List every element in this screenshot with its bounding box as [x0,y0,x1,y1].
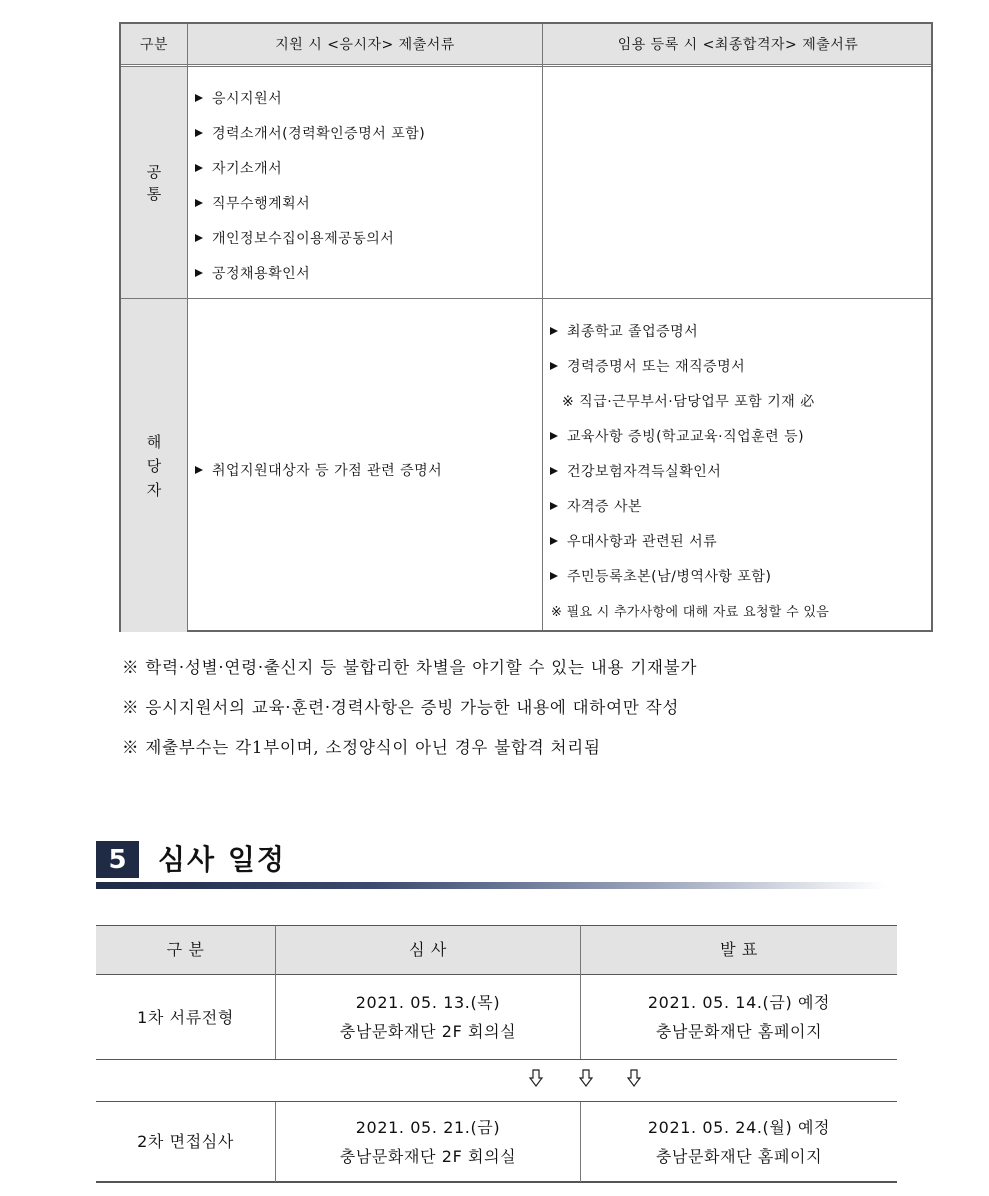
category-char: 통 [146,184,162,203]
category-char: 자 [146,480,162,499]
bullet-triangle-icon [195,234,203,242]
list-item [550,426,804,446]
bullet-triangle-icon [195,199,203,207]
list-item [550,321,698,341]
down-arrow-icon [529,1069,543,1087]
list-item [195,263,310,283]
list-item-text: 최종학교 졸업증명서 [567,324,699,340]
list-item [550,566,771,586]
section-number-badge: 5 [96,841,139,878]
section-underline [96,882,886,889]
row-divider [121,298,931,299]
list-item-text: 교육사항 증빙(학교교육·직업훈련 등) [567,429,805,445]
list-item-text: 건강보험자격득실확인서 [567,464,722,480]
column-divider [187,24,188,630]
list-item [550,531,717,551]
header-announce: 발 표 [720,940,758,959]
section-title: 심사 일정 [158,843,286,876]
bullet-triangle-icon [550,362,558,370]
column-divider [542,24,543,630]
table-rule [96,925,897,926]
bullet-triangle-icon [550,467,558,475]
column-divider [275,1102,276,1182]
schedule-table [96,925,897,1183]
list-item-text: 응시지원서 [212,91,283,107]
header-stage: 구 분 [166,940,205,959]
header-category: 구분 [139,37,169,53]
list-item-text: 주민등록초본(남/병역사항 포함) [567,569,772,585]
column-divider [580,1102,581,1182]
list-item [550,461,721,481]
bullet-triangle-icon [195,269,203,277]
list-item-text: 자격증 사본 [567,499,643,515]
note-line: ※ 제출부수는 각1부이며, 소정양식이 아닌 경우 불합격 처리됨 [122,738,601,757]
category-char: 해 [146,432,162,451]
review-cell [276,975,580,1059]
bullet-triangle-icon [195,94,203,102]
review-date: 2021. 05. 21.(금) [355,1117,501,1137]
header-divider [121,64,931,67]
header-applicant-documents: 지원 시 <응시자> 제출서류 [275,37,455,53]
sub-note: ※ 직급·근무부서·담당업무 포함 기재 必 [562,394,815,410]
list-item-text: 자기소개서 [212,161,283,177]
list-item-text: 직무수행계획서 [212,196,311,212]
category-label-common [121,67,187,298]
announce-place: 충남문화재단 홈페이지 [655,1146,823,1166]
table-rule [96,1181,897,1183]
table-rule [96,974,897,975]
table-row [96,1102,897,1181]
stage-cell: 2차 면접심사 [137,1132,234,1151]
announce-date: 2021. 05. 24.(월) 예정 [647,1117,831,1137]
announce-date: 2021. 05. 14.(금) 예정 [647,993,831,1012]
documents-table [119,22,933,632]
announce-cell [581,975,897,1059]
header-review: 심 사 [409,940,447,959]
review-date: 2021. 05. 13.(목) [355,993,501,1012]
table-rule [96,1059,897,1060]
bottom-note: ※ 필요 시 추가사항에 대해 자료 요청할 수 있음 [551,605,830,620]
category-char: 공 [146,162,162,181]
bullet-triangle-icon [550,572,558,580]
list-item [550,496,642,516]
announce-cell [581,1102,897,1181]
review-place: 충남문화재단 2F 회의실 [339,1146,517,1166]
list-item [195,228,394,248]
list-item-text: 취업지원대상자 등 가점 관련 증명서 [212,463,443,479]
review-place: 충남문화재단 2F 회의실 [339,1022,517,1041]
list-item-text: 공정채용확인서 [212,266,311,282]
table-rule [96,1101,897,1102]
list-item [195,88,282,108]
list-item [195,460,442,480]
bullet-triangle-icon [195,129,203,137]
note-line: ※ 학력·성별·연령·출신지 등 불합리한 차별을 야기할 수 있는 내용 기재불가 [122,658,698,677]
bullet-triangle-icon [195,164,203,172]
header-final-documents: 임용 등록 시 <최종합격자> 제출서류 [617,37,859,53]
list-item-text: 경력소개서(경력확인증명서 포함) [212,126,426,142]
bullet-triangle-icon [550,502,558,510]
category-label-applicable [121,299,187,632]
announce-place: 충남문화재단 홈페이지 [655,1022,823,1041]
list-item [550,356,745,376]
list-item-text: 개인정보수집이용제공동의서 [212,231,395,247]
stage-cell: 1차 서류전형 [137,1007,234,1027]
column-divider [580,925,581,1059]
list-item-text: 우대사항과 관련된 서류 [567,534,718,550]
bullet-triangle-icon [550,327,558,335]
bullet-triangle-icon [550,537,558,545]
column-divider [275,925,276,1059]
list-item [195,123,425,143]
list-item [195,193,310,213]
down-arrow-icon [627,1069,641,1087]
list-item-text: 경력증명서 또는 재직증명서 [567,359,746,375]
schedule-header-row [96,925,897,974]
category-char: 당 [146,456,162,475]
note-line: ※ 응시지원서의 교육·훈련·경력사항은 증빙 가능한 내용에 대하여만 작성 [122,698,680,717]
list-item [195,158,282,178]
bullet-triangle-icon [195,466,203,474]
down-arrow-icon [579,1069,593,1087]
review-cell [276,1102,580,1181]
table-row [96,975,897,1059]
bullet-triangle-icon [550,432,558,440]
